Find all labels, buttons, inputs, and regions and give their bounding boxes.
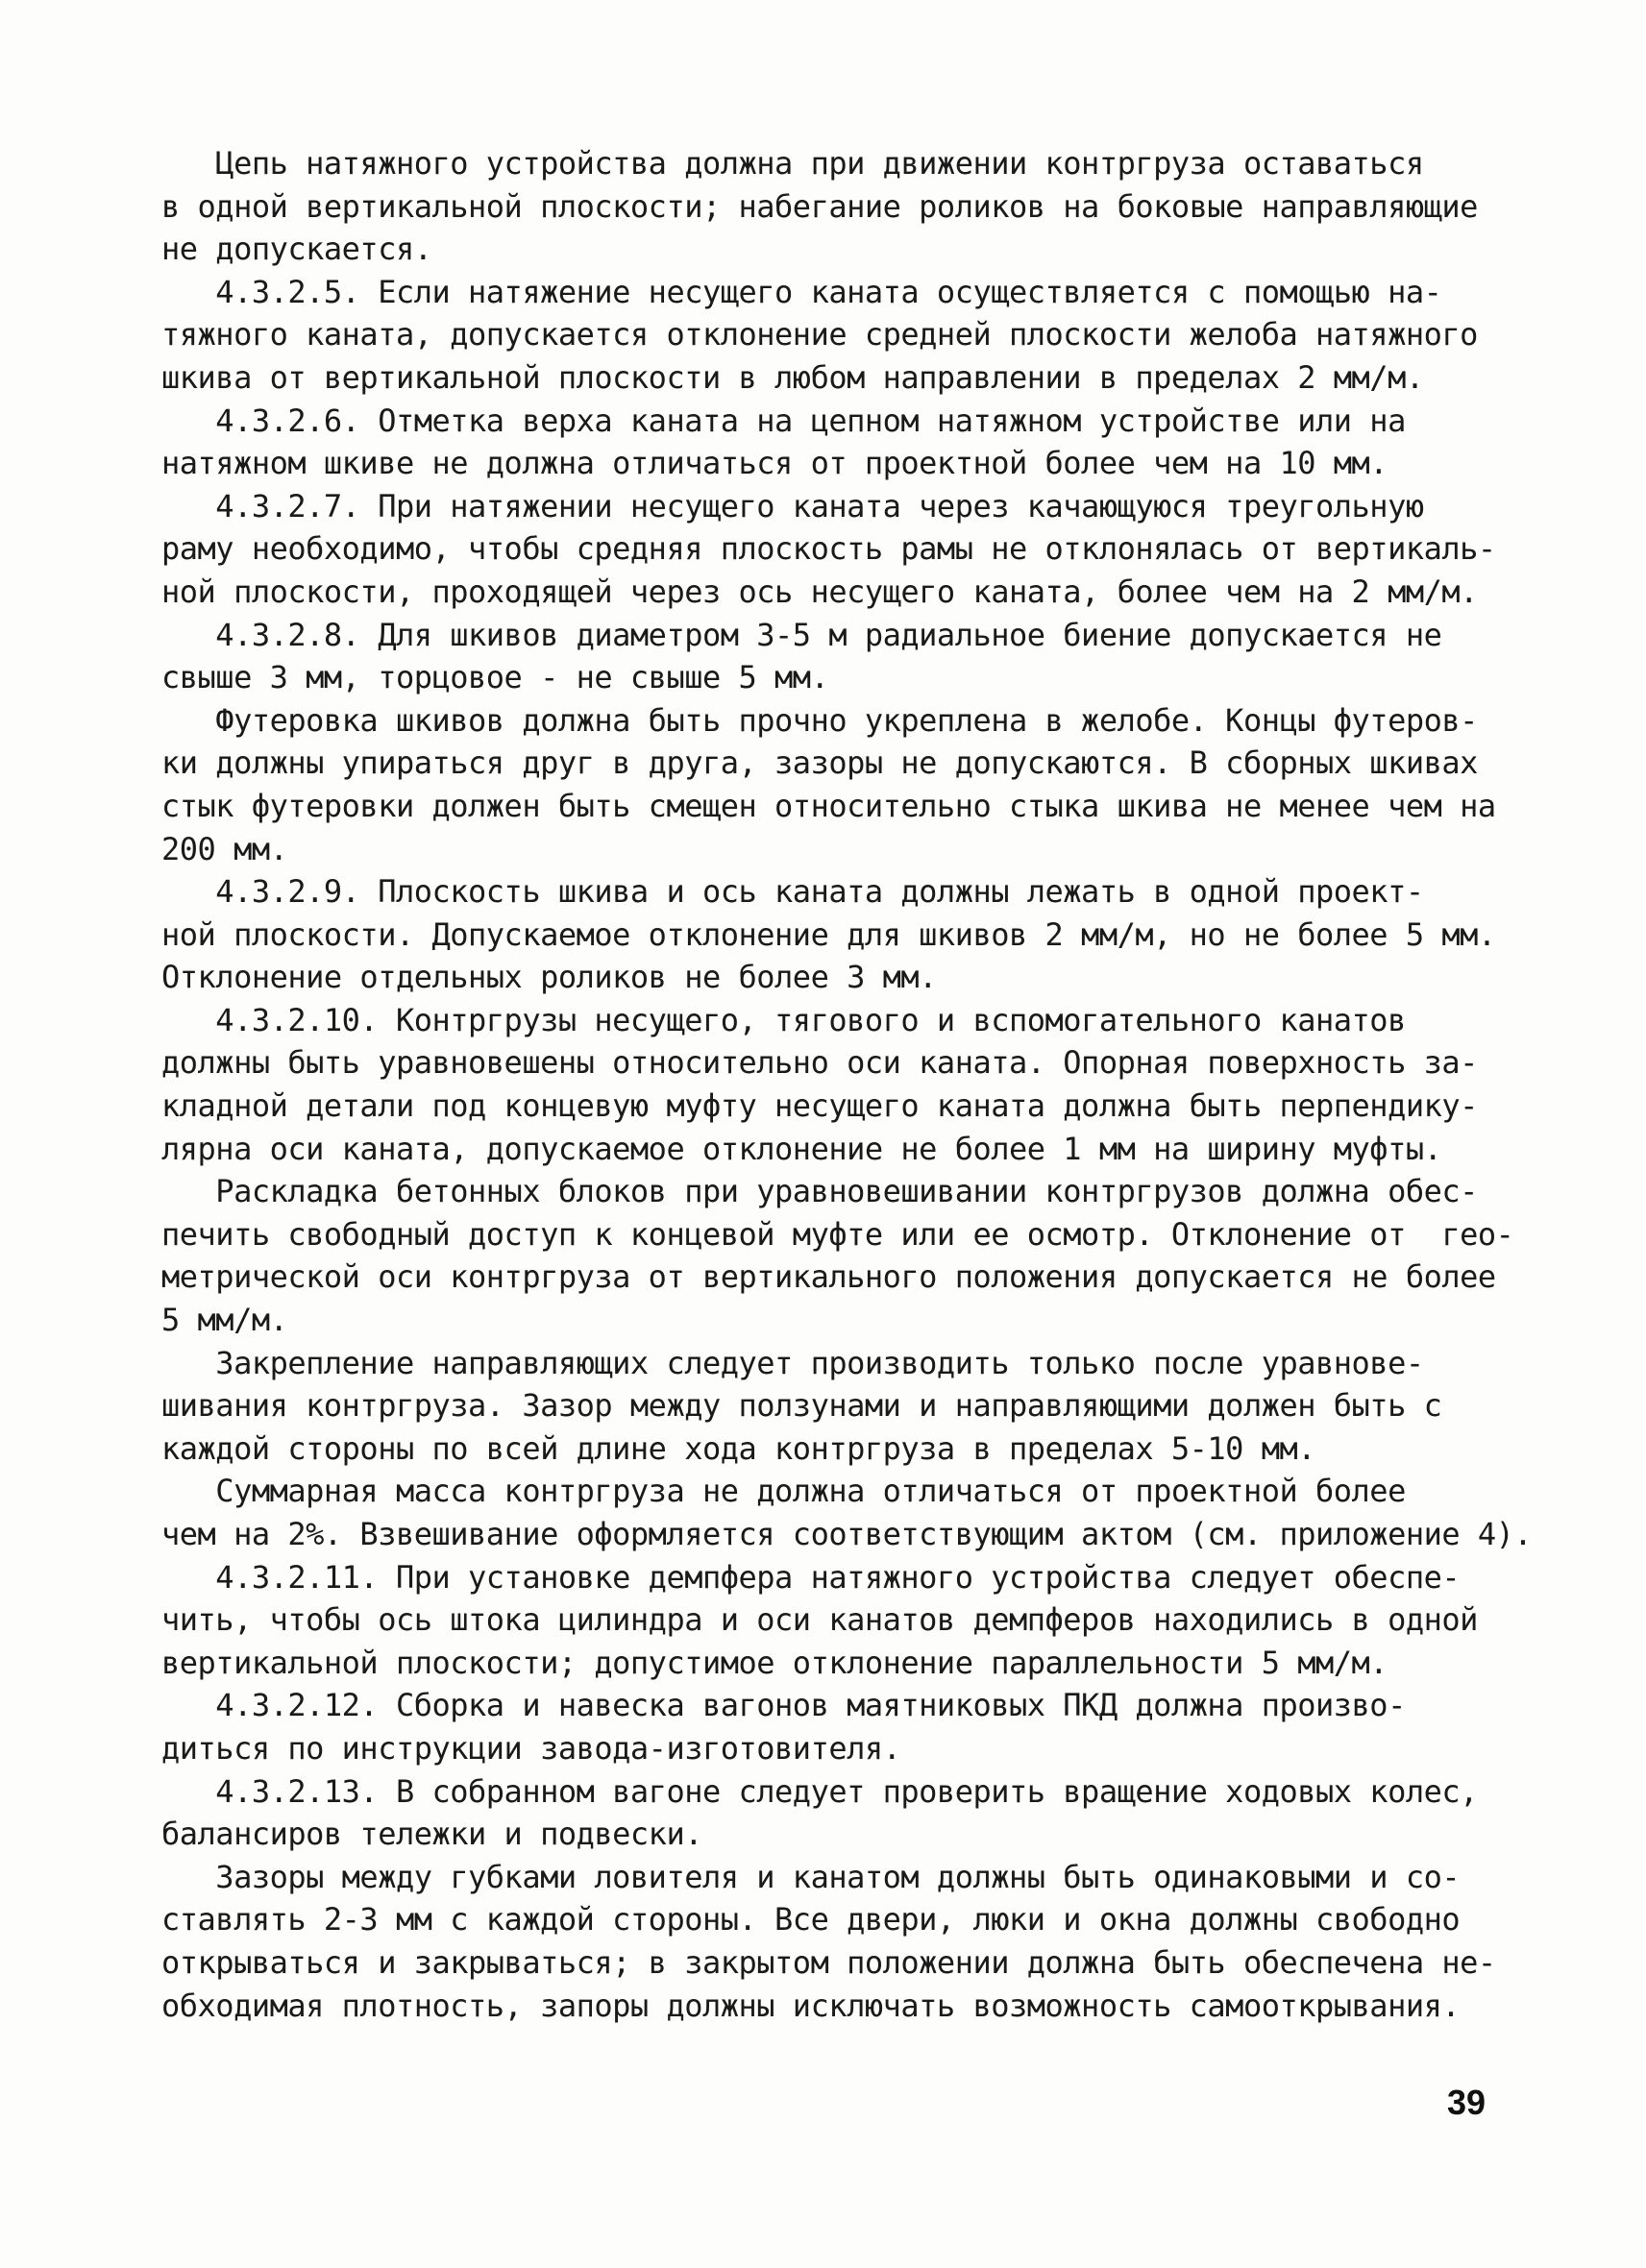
text-line: свыше 3 мм, торцовое - не свыше 5 мм. <box>161 659 829 696</box>
text-line: 5 мм/м. <box>161 1302 288 1339</box>
text-line: кладной детали под концевую муфту несущего каната должна быть перпендику- <box>161 1087 1478 1125</box>
text-line: лярна оси каната, допускаемое отклонение не более 1 мм на ширину муфты. <box>161 1130 1442 1167</box>
text-line: Зазоры между губками ловителя и канатом должны быть одинаковыми и со- <box>161 1858 1461 1895</box>
text-line: 4.3.2.12. Сборка и навеска вагонов маятниковых ПКД должна произво- <box>161 1687 1406 1724</box>
text-line: открываться и закрываться; в закрытом положении должна быть обеспечена не- <box>161 1943 1496 1981</box>
text-line: ной плоскости, проходящей через ось несущего каната, более чем на 2 мм/м. <box>161 573 1478 610</box>
text-line: шивания контргруза. Зазор между ползунами и направляющими должен быть с <box>161 1387 1442 1425</box>
text-line: 4.3.2.6. Отметка верха каната на цепном натяжном устройстве или на <box>161 402 1406 439</box>
text-line: Футеровка шкивов должна быть прочно укреплена в желобе. Концы футеров- <box>161 701 1478 739</box>
text-line: печить свободный доступ к концевой муфте или ее осмотр. Отклонение от гео- <box>161 1215 1514 1253</box>
text-line: 4.3.2.9. Плоскость шкива и ось каната должны лежать в одной проект- <box>161 873 1424 911</box>
page-number: 39 <box>1447 2083 1486 2122</box>
text-line: чить, чтобы ось штока цилиндра и оси канатов демпферов находились в одной <box>161 1601 1478 1639</box>
body-text <box>161 142 1533 2027</box>
text-line: ной плоскости. Допускаемое отклонение для шкивов 2 мм/м, но не более 5 мм. <box>161 915 1496 953</box>
text-line: 4.3.2.5. Если натяжение несущего каната осуществляется с помощью на- <box>161 273 1442 310</box>
text-line: ки должны упираться друг в друга, зазоры не допускаются. В сборных шкивах <box>161 744 1478 782</box>
text-line: обходимая плотность, запоры должны исключать возможность самооткрывания. <box>161 1987 1461 2024</box>
text-line: тяжного каната, допускается отклонение средней плоскости желоба натяжного <box>161 316 1478 354</box>
text-line: стык футеровки должен быть смещен относительно стыка шкива не менее чем на <box>161 787 1496 824</box>
text-line: в одной вертикальной плоскости; набегание роликов на боковые направляющие <box>161 187 1478 225</box>
text-line: 4.3.2.8. Для шкивов диаметром 3-5 м радиальное биение допускается не <box>161 616 1442 653</box>
text-line: натяжном шкиве не должна отличаться от проектной более чем на 10 мм. <box>161 445 1388 482</box>
text-line: 4.3.2.13. В собранном вагоне следует проверить вращение ходовых колес, <box>161 1772 1478 1810</box>
text-line: чем на 2%. Взвешивание оформляется соответствующим актом (см. приложение 4). <box>161 1516 1533 1552</box>
text-line: не допускается. <box>161 231 432 268</box>
text-line: метрической оси контргруза от вертикального положения допускается не более <box>161 1258 1496 1296</box>
text-line: раму необходимо, чтобы средняя плоскость рамы не отклонялась от вертикаль- <box>161 530 1496 568</box>
text-line: 4.3.2.10. Контргрузы несущего, тягового и вспомогательного канатов <box>161 1001 1406 1038</box>
text-line: 200 мм. <box>161 830 288 867</box>
text-line: Отклонение отдельных роликов не более 3 мм. <box>161 959 937 996</box>
text-line: 4.3.2.11. При установке демпфера натяжного устройства следует обеспе- <box>161 1558 1461 1596</box>
text-line: должны быть уравновешены относительно оси каната. Опорная поверхность за- <box>161 1044 1478 1082</box>
text-line: 4.3.2.7. При натяжении несущего каната через качающуюся треугольную <box>161 487 1424 524</box>
text-line: балансиров тележки и подвески. <box>161 1816 702 1853</box>
text-line: вертикальной плоскости; допустимое отклонение параллельности 5 мм/м. <box>161 1644 1388 1681</box>
text-line: ставлять 2-3 мм с каждой стороны. Все двери, люки и окна должны свободно <box>161 1901 1461 1939</box>
text-line: шкива от вертикальной плоскости в любом направлении в пределах 2 мм/м. <box>161 358 1424 396</box>
text-line: каждой стороны по всей длине хода контргруза в пределах 5-10 мм. <box>161 1429 1315 1467</box>
text-line: Закрепление направляющих следует производить только после уравнове- <box>161 1344 1424 1381</box>
text-line: Раскладка бетонных блоков при уравновешивании контргрузов должна обес- <box>161 1173 1478 1210</box>
text-line: Суммарная масса контргруза не должна отличаться от проектной более <box>161 1473 1406 1510</box>
text-line: диться по инструкции завода-изготовителя. <box>161 1729 901 1767</box>
text-line: Цепь натяжного устройства должна при движении контргруза оставаться <box>161 145 1424 182</box>
